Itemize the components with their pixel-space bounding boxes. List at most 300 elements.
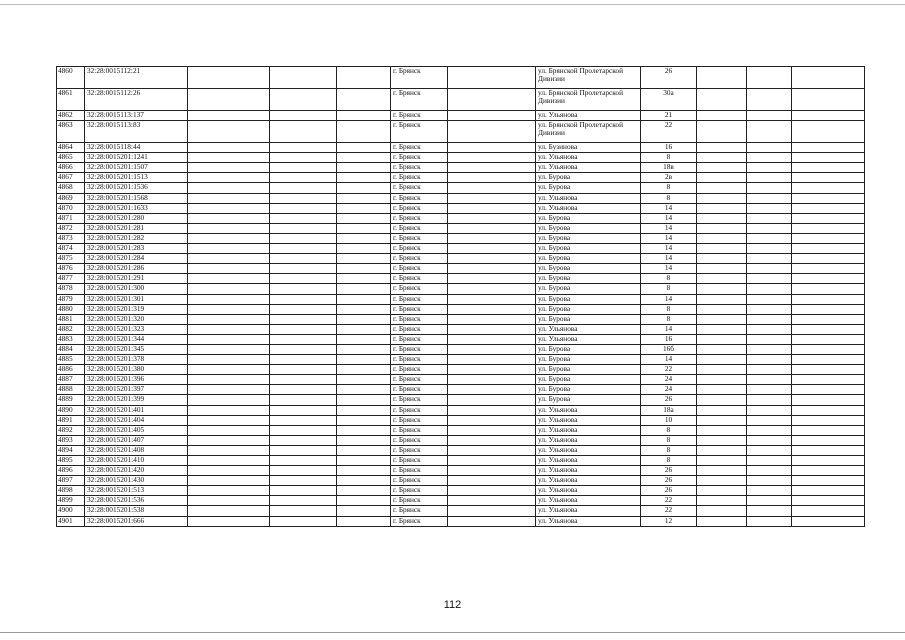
empty-cell (270, 264, 337, 274)
empty-cell (747, 324, 792, 334)
cadastral-number: 32:28:0015201:538 (85, 506, 188, 516)
empty-cell (188, 223, 270, 233)
row-number: 4896 (57, 466, 85, 476)
city-cell: г. Брянск (391, 375, 448, 385)
empty-cell (337, 405, 391, 415)
row-number: 4874 (57, 244, 85, 254)
empty-cell (337, 496, 391, 506)
street-cell: ул. Ульянова (536, 153, 641, 163)
empty-cell (747, 435, 792, 445)
house-number-cell: 2в (641, 173, 697, 183)
city-cell: г. Брянск (391, 233, 448, 243)
empty-cell (337, 153, 391, 163)
cadastral-number: 32:28:0015201:323 (85, 324, 188, 334)
empty-cell (747, 274, 792, 284)
house-number-cell: 8 (641, 193, 697, 203)
street-cell: ул. Ульянова (536, 466, 641, 476)
row-number: 4889 (57, 395, 85, 405)
empty-cell (270, 435, 337, 445)
empty-cell (747, 213, 792, 223)
city-cell: г. Брянск (391, 111, 448, 121)
table-row (57, 314, 865, 324)
table-row (57, 294, 865, 304)
empty-cell (270, 67, 337, 89)
house-number-cell: 8 (641, 153, 697, 163)
cadastral-number: 32:28:0015201:408 (85, 445, 188, 455)
table-row (57, 143, 865, 153)
empty-cell (337, 213, 391, 223)
empty-cell (792, 435, 865, 445)
table-row (57, 183, 865, 193)
empty-cell (270, 294, 337, 304)
empty-cell (747, 163, 792, 173)
empty-cell (448, 415, 536, 425)
empty-cell (747, 344, 792, 354)
empty-cell (337, 506, 391, 516)
table-row (57, 405, 865, 415)
empty-cell (188, 67, 270, 89)
empty-cell (792, 254, 865, 264)
empty-cell (448, 355, 536, 365)
empty-cell (337, 476, 391, 486)
empty-cell (792, 233, 865, 243)
table-row (57, 476, 865, 486)
empty-cell (747, 314, 792, 324)
empty-cell (448, 395, 536, 405)
empty-cell (448, 496, 536, 506)
city-cell: г. Брянск (391, 163, 448, 173)
street-cell: ул. Ульянова (536, 203, 641, 213)
house-number-cell: 18в (641, 163, 697, 173)
city-cell: г. Брянск (391, 89, 448, 111)
empty-cell (747, 173, 792, 183)
empty-cell (337, 203, 391, 213)
empty-cell (697, 365, 747, 375)
empty-cell (337, 89, 391, 111)
street-cell: ул. Ульянова (536, 435, 641, 445)
street-cell: ул. Ульянова (536, 425, 641, 435)
empty-cell (448, 324, 536, 334)
empty-cell (448, 405, 536, 415)
registry-table (56, 66, 865, 527)
empty-cell (697, 334, 747, 344)
empty-cell (337, 355, 391, 365)
row-number: 4866 (57, 163, 85, 173)
empty-cell (697, 466, 747, 476)
empty-cell (448, 203, 536, 213)
table-row (57, 365, 865, 375)
empty-cell (337, 294, 391, 304)
empty-cell (448, 334, 536, 344)
house-number-cell: 12 (641, 516, 697, 526)
empty-cell (697, 496, 747, 506)
street-cell: ул. Бурова (536, 294, 641, 304)
empty-cell (448, 314, 536, 324)
house-number-cell: 8 (641, 456, 697, 466)
row-number: 4900 (57, 506, 85, 516)
table-row (57, 304, 865, 314)
empty-cell (337, 486, 391, 496)
table-row (57, 244, 865, 254)
empty-cell (697, 516, 747, 526)
row-number: 4895 (57, 456, 85, 466)
row-number: 4897 (57, 476, 85, 486)
city-cell: г. Брянск (391, 496, 448, 506)
empty-cell (448, 213, 536, 223)
city-cell: г. Брянск (391, 405, 448, 415)
house-number-cell: 18а (641, 405, 697, 415)
empty-cell (697, 385, 747, 395)
empty-cell (792, 324, 865, 334)
empty-cell (792, 344, 865, 354)
empty-cell (747, 223, 792, 233)
empty-cell (747, 193, 792, 203)
city-cell: г. Брянск (391, 365, 448, 375)
empty-cell (697, 233, 747, 243)
street-cell: ул. Бурова (536, 395, 641, 405)
row-number: 4891 (57, 415, 85, 425)
street-cell: ул. Ульянова (536, 506, 641, 516)
row-number: 4880 (57, 304, 85, 314)
city-cell: г. Брянск (391, 344, 448, 354)
house-number-cell: 8 (641, 284, 697, 294)
empty-cell (270, 466, 337, 476)
empty-cell (747, 466, 792, 476)
empty-cell (188, 486, 270, 496)
empty-cell (697, 121, 747, 143)
empty-cell (270, 304, 337, 314)
empty-cell (792, 445, 865, 455)
empty-cell (792, 496, 865, 506)
cadastral-number: 32:28:0015201:291 (85, 274, 188, 284)
empty-cell (337, 456, 391, 466)
city-cell: г. Брянск (391, 244, 448, 254)
empty-cell (792, 213, 865, 223)
street-cell: ул. Брянской Пролетарской Дивизии (536, 67, 641, 89)
table-row (57, 445, 865, 455)
table-row (57, 89, 865, 111)
empty-cell (792, 516, 865, 526)
empty-cell (697, 153, 747, 163)
empty-cell (448, 506, 536, 516)
row-number: 4870 (57, 203, 85, 213)
empty-cell (448, 516, 536, 526)
empty-cell (188, 334, 270, 344)
empty-cell (270, 415, 337, 425)
cadastral-number: 32:28:0015201:404 (85, 415, 188, 425)
empty-cell (270, 355, 337, 365)
city-cell: г. Брянск (391, 143, 448, 153)
empty-cell (747, 254, 792, 264)
house-number-cell: 8 (641, 183, 697, 193)
city-cell: г. Брянск (391, 516, 448, 526)
empty-cell (188, 506, 270, 516)
row-number: 4881 (57, 314, 85, 324)
empty-cell (747, 294, 792, 304)
empty-cell (337, 121, 391, 143)
street-cell: ул. Ульянова (536, 334, 641, 344)
house-number-cell: 14 (641, 294, 697, 304)
empty-cell (188, 233, 270, 243)
empty-cell (697, 445, 747, 455)
empty-cell (697, 304, 747, 314)
empty-cell (188, 466, 270, 476)
empty-cell (747, 233, 792, 243)
empty-cell (188, 163, 270, 173)
table-row (57, 415, 865, 425)
row-number: 4860 (57, 67, 85, 89)
table-row (57, 223, 865, 233)
row-number: 4862 (57, 111, 85, 121)
table-row (57, 213, 865, 223)
empty-cell (792, 466, 865, 476)
empty-cell (270, 284, 337, 294)
table-row (57, 274, 865, 284)
cadastral-number: 32:28:0015113:83 (85, 121, 188, 143)
house-number-cell: 22 (641, 365, 697, 375)
empty-cell (792, 456, 865, 466)
house-number-cell: 8 (641, 425, 697, 435)
empty-cell (697, 254, 747, 264)
empty-cell (337, 274, 391, 284)
cadastral-number: 32:28:0015201:320 (85, 314, 188, 324)
cadastral-number: 32:28:0015201:666 (85, 516, 188, 526)
house-number-cell: 14 (641, 355, 697, 365)
row-number: 4888 (57, 385, 85, 395)
empty-cell (337, 314, 391, 324)
empty-cell (448, 111, 536, 121)
city-cell: г. Брянск (391, 153, 448, 163)
empty-cell (188, 355, 270, 365)
city-cell: г. Брянск (391, 304, 448, 314)
house-number-cell: 16 (641, 334, 697, 344)
empty-cell (188, 496, 270, 506)
row-number: 4861 (57, 89, 85, 111)
empty-cell (188, 365, 270, 375)
street-cell: ул. Ульянова (536, 163, 641, 173)
table-row (57, 425, 865, 435)
empty-cell (448, 89, 536, 111)
empty-cell (337, 244, 391, 254)
cadastral-number: 32:28:0015201:345 (85, 344, 188, 354)
cadastral-number: 32:28:0015201:300 (85, 284, 188, 294)
empty-cell (188, 435, 270, 445)
empty-cell (697, 425, 747, 435)
city-cell: г. Брянск (391, 183, 448, 193)
empty-cell (697, 213, 747, 223)
empty-cell (337, 284, 391, 294)
city-cell: г. Брянск (391, 355, 448, 365)
empty-cell (188, 324, 270, 334)
empty-cell (697, 183, 747, 193)
row-number: 4869 (57, 193, 85, 203)
cadastral-number: 32:28:0015201:396 (85, 375, 188, 385)
empty-cell (188, 111, 270, 121)
empty-cell (337, 183, 391, 193)
empty-cell (697, 193, 747, 203)
street-cell: ул. Бурова (536, 223, 641, 233)
table-row (57, 203, 865, 213)
empty-cell (270, 405, 337, 415)
empty-cell (448, 254, 536, 264)
empty-cell (792, 385, 865, 395)
house-number-cell: 24 (641, 385, 697, 395)
house-number-cell: 26 (641, 486, 697, 496)
row-number: 4898 (57, 486, 85, 496)
scan-edge-bottom (0, 632, 905, 633)
street-cell: ул. Бурова (536, 365, 641, 375)
empty-cell (697, 89, 747, 111)
empty-cell (270, 395, 337, 405)
table-row (57, 153, 865, 163)
street-cell: ул. Ульянова (536, 456, 641, 466)
empty-cell (792, 294, 865, 304)
empty-cell (270, 274, 337, 284)
table-row (57, 355, 865, 365)
house-number-cell: 8 (641, 314, 697, 324)
table-row (57, 435, 865, 445)
city-cell: г. Брянск (391, 476, 448, 486)
empty-cell (747, 486, 792, 496)
empty-cell (697, 476, 747, 486)
empty-cell (270, 173, 337, 183)
empty-cell (337, 365, 391, 375)
empty-cell (188, 264, 270, 274)
empty-cell (448, 233, 536, 243)
empty-cell (697, 415, 747, 425)
city-cell: г. Брянск (391, 284, 448, 294)
empty-cell (792, 405, 865, 415)
table-row (57, 344, 865, 354)
street-cell: ул. Бурова (536, 314, 641, 324)
empty-cell (270, 143, 337, 153)
table-row (57, 496, 865, 506)
empty-cell (448, 183, 536, 193)
empty-cell (270, 476, 337, 486)
empty-cell (448, 476, 536, 486)
empty-cell (792, 486, 865, 496)
empty-cell (747, 405, 792, 415)
empty-cell (448, 223, 536, 233)
cadastral-number: 32:28:0015201:401 (85, 405, 188, 415)
page-number: 112 (443, 599, 462, 611)
table-row (57, 395, 865, 405)
cadastral-number: 32:28:0015201:286 (85, 264, 188, 274)
empty-cell (697, 223, 747, 233)
house-number-cell: 14 (641, 324, 697, 334)
empty-cell (792, 173, 865, 183)
cadastral-number: 32:28:0015201:420 (85, 466, 188, 476)
empty-cell (697, 111, 747, 121)
empty-cell (747, 456, 792, 466)
empty-cell (188, 385, 270, 395)
empty-cell (747, 425, 792, 435)
scan-edge-top (0, 4, 905, 5)
empty-cell (188, 153, 270, 163)
empty-cell (188, 284, 270, 294)
empty-cell (448, 304, 536, 314)
row-number: 4876 (57, 264, 85, 274)
empty-cell (337, 67, 391, 89)
empty-cell (792, 395, 865, 405)
empty-cell (448, 294, 536, 304)
row-number: 4887 (57, 375, 85, 385)
house-number-cell: 26 (641, 466, 697, 476)
house-number-cell: 16б (641, 344, 697, 354)
empty-cell (270, 334, 337, 344)
empty-cell (448, 344, 536, 354)
city-cell: г. Брянск (391, 274, 448, 284)
empty-cell (747, 476, 792, 486)
house-number-cell: 14 (641, 223, 697, 233)
empty-cell (337, 435, 391, 445)
city-cell: г. Брянск (391, 435, 448, 445)
cadastral-number: 32:28:0015201:380 (85, 365, 188, 375)
empty-cell (270, 233, 337, 243)
empty-cell (747, 365, 792, 375)
empty-cell (792, 334, 865, 344)
city-cell: г. Брянск (391, 415, 448, 425)
empty-cell (792, 274, 865, 284)
house-number-cell: 16 (641, 143, 697, 153)
cadastral-number: 32:28:0015201:1513 (85, 173, 188, 183)
empty-cell (747, 143, 792, 153)
city-cell: г. Брянск (391, 324, 448, 334)
empty-cell (188, 121, 270, 143)
empty-cell (792, 111, 865, 121)
empty-cell (337, 385, 391, 395)
empty-cell (188, 476, 270, 486)
street-cell: ул. Ульянова (536, 516, 641, 526)
row-number: 4863 (57, 121, 85, 143)
table-row (57, 334, 865, 344)
empty-cell (270, 445, 337, 455)
street-cell: ул. Бурова (536, 173, 641, 183)
house-number-cell: 14 (641, 264, 697, 274)
empty-cell (747, 304, 792, 314)
empty-cell (337, 466, 391, 476)
cadastral-number: 32:28:0015201:282 (85, 233, 188, 243)
empty-cell (337, 264, 391, 274)
empty-cell (792, 476, 865, 486)
empty-cell (697, 344, 747, 354)
empty-cell (697, 435, 747, 445)
empty-cell (337, 233, 391, 243)
street-cell: ул. Ульянова (536, 496, 641, 506)
cadastral-number: 32:28:0015201:1568 (85, 193, 188, 203)
empty-cell (792, 89, 865, 111)
empty-cell (448, 486, 536, 496)
table-row (57, 385, 865, 395)
street-cell: ул. Бурова (536, 183, 641, 193)
empty-cell (697, 324, 747, 334)
empty-cell (337, 111, 391, 121)
house-number-cell: 10 (641, 415, 697, 425)
empty-cell (270, 223, 337, 233)
empty-cell (448, 274, 536, 284)
empty-cell (448, 456, 536, 466)
empty-cell (270, 121, 337, 143)
cadastral-number: 32:28:0015201:536 (85, 496, 188, 506)
empty-cell (188, 89, 270, 111)
empty-cell (188, 183, 270, 193)
row-number: 4892 (57, 425, 85, 435)
empty-cell (270, 314, 337, 324)
row-number: 4899 (57, 496, 85, 506)
row-number: 4877 (57, 274, 85, 284)
cadastral-number: 32:28:0015201:1633 (85, 203, 188, 213)
empty-cell (337, 193, 391, 203)
